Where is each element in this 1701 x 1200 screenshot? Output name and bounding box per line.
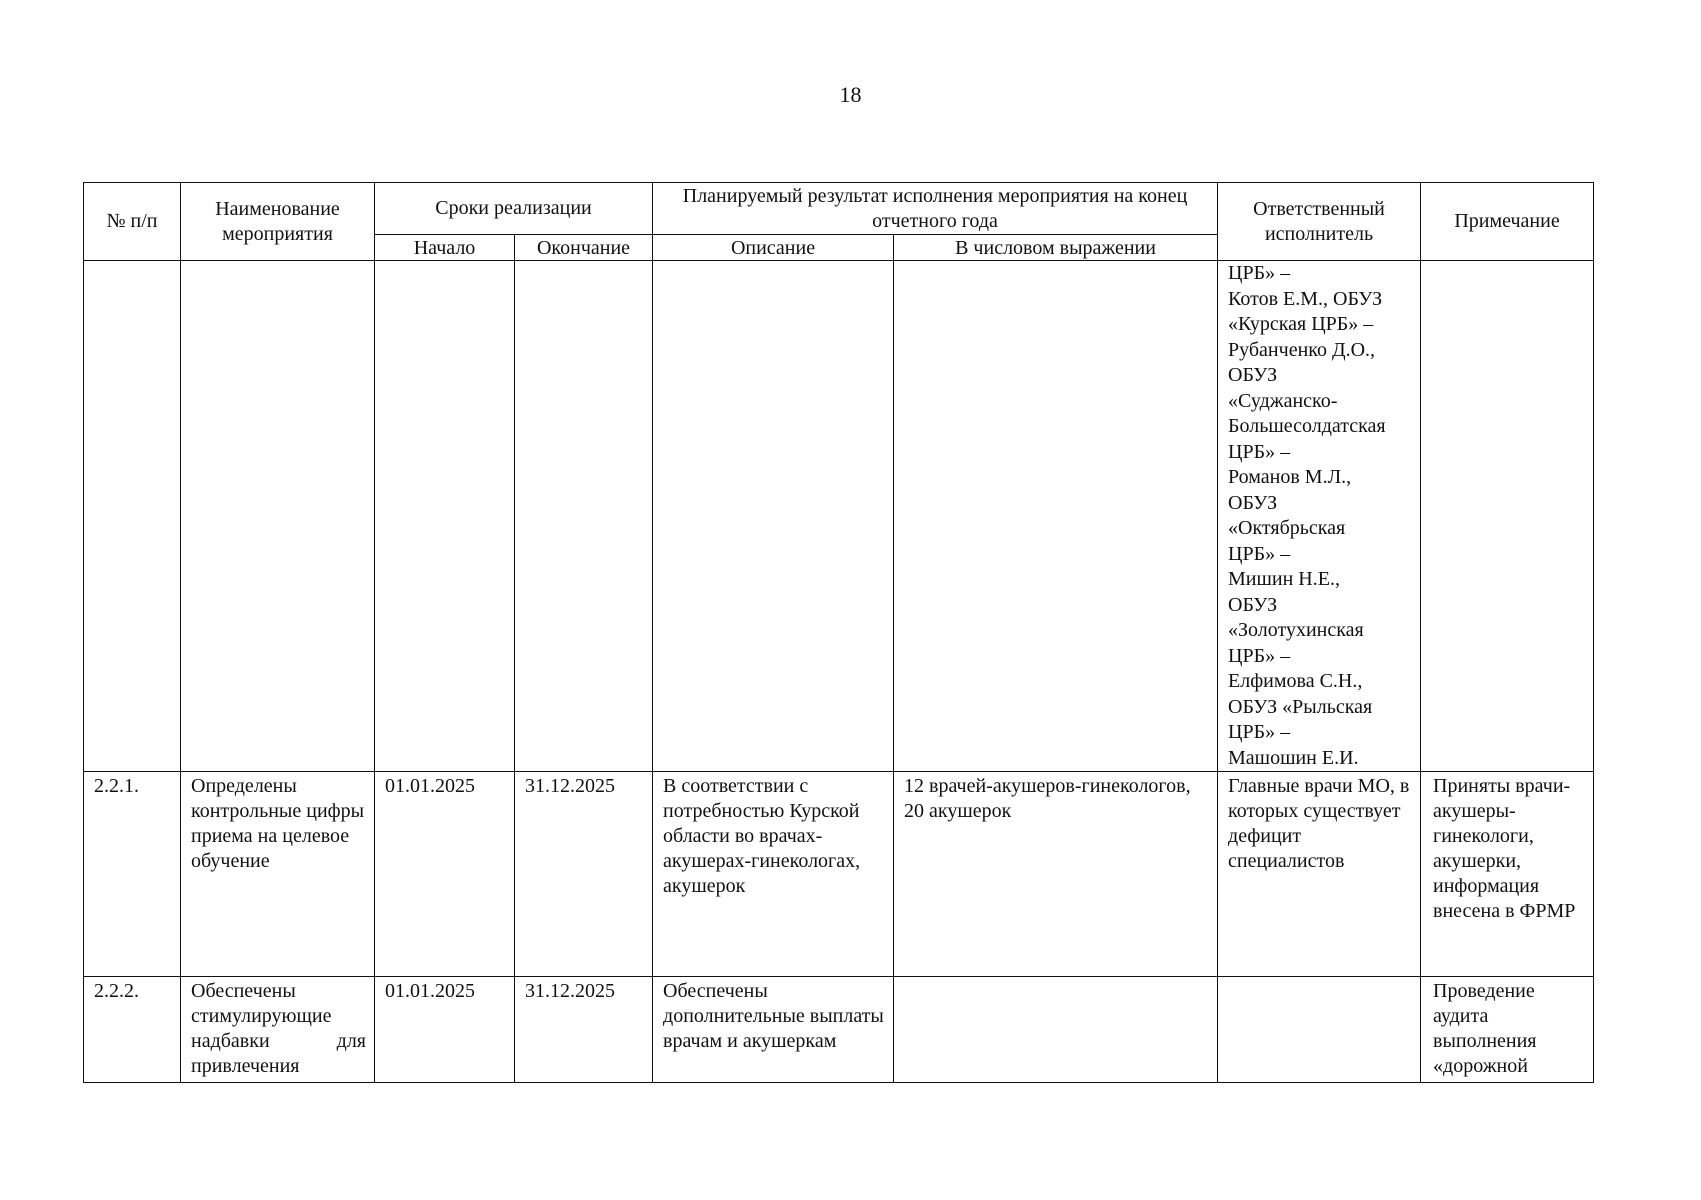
row-num: 2.2.1. — [84, 772, 181, 977]
executor-line: Котов Е.М., ОБУЗ — [1228, 287, 1383, 310]
header-description: Описание — [653, 235, 894, 261]
executor-line: «Курская ЦРБ» – — [1228, 313, 1374, 335]
executor-line: Рубанченко Д.О., — [1228, 338, 1376, 361]
executor-line: Елфимова С.Н., — [1228, 670, 1363, 692]
header-note: Примечание — [1421, 183, 1594, 261]
executor-line: ОБУЗ — [1228, 364, 1278, 386]
executor-line: «Суджанско- — [1228, 389, 1338, 412]
header-result: Планируемый результат исполнения мероприятия на конец отчетного года — [653, 183, 1218, 235]
row-end: 31.12.2025 — [515, 772, 653, 977]
executor-line: «Октябрьская — [1228, 517, 1346, 539]
executor-line: ОБУЗ — [1228, 593, 1278, 616]
page-number: 18 — [839, 82, 862, 107]
row-num: 2.2.2. — [84, 977, 181, 1083]
executor-line: ЦРБ» – — [1228, 262, 1291, 284]
cont-end-cell — [515, 261, 653, 772]
header-num: № п/п — [84, 183, 181, 261]
executor-line: Машошин Е.И. — [1228, 746, 1359, 769]
executor-line: ЦРБ» – — [1228, 644, 1291, 667]
header-numeric: В числовом выражении — [894, 235, 1218, 261]
row-start: 01.01.2025 — [375, 977, 515, 1083]
executor-line: Большесолдатская — [1228, 415, 1386, 437]
cont-name-cell — [181, 261, 375, 772]
executor-line: ОБУЗ «Рыльская — [1228, 695, 1373, 718]
row-executor: Главные врачи МО, в которых существует дефицит специалистов — [1218, 772, 1421, 977]
cont-num-cell — [84, 261, 181, 772]
row-description: Обеспечены дополнительные выплаты врачам и акушеркам — [653, 977, 894, 1083]
row-note: Приняты врачи-акушеры-гинекологи, акушерки, информация внесена в ФРМР — [1421, 772, 1594, 977]
header-end: Окончание — [515, 235, 653, 261]
executor-line: ЦРБ» – — [1228, 721, 1291, 743]
row-start: 01.01.2025 — [375, 772, 515, 977]
row-name: Определены контрольные цифры приема на целевое обучение — [181, 772, 375, 977]
executor-line: Романов М.Л., — [1228, 466, 1352, 488]
header-terms: Сроки реализации — [375, 183, 653, 235]
executor-line: ЦРБ» – — [1228, 440, 1291, 463]
header-executor: Ответственный исполнитель — [1218, 183, 1421, 261]
table-row-continuation — [84, 261, 1594, 772]
header-name: Наименование мероприятия — [181, 183, 375, 261]
cont-executor-cell — [1218, 261, 1421, 772]
row-description: В соответствии с потребностью Курской области во врачах-акушерах-гинекологах, акушерок — [653, 772, 894, 977]
table-row — [84, 977, 1594, 1083]
executor-line: «Золотухинская — [1228, 619, 1364, 641]
cont-note-cell — [1421, 261, 1594, 772]
executor-line: Мишин Н.Е., — [1228, 568, 1340, 590]
cont-description-cell — [653, 261, 894, 772]
row-numeric — [894, 977, 1218, 1083]
table-row — [84, 772, 1594, 977]
header-start: Начало — [375, 235, 515, 261]
cont-start-cell — [375, 261, 515, 772]
executor-line: ЦРБ» – — [1228, 542, 1291, 565]
executor-line: ОБУЗ — [1228, 491, 1278, 514]
row-note: Проведение аудита выполнения «дорожной — [1421, 977, 1594, 1083]
row-executor — [1218, 977, 1421, 1083]
row-name: Обеспечены стимулирующие надбавки для привлечения — [181, 977, 375, 1083]
row-end: 31.12.2025 — [515, 977, 653, 1083]
activities-table — [83, 182, 1594, 1083]
cont-numeric-cell — [894, 261, 1218, 772]
row-numeric: 12 врачей-акушеров-гинекологов, 20 акушерок — [894, 772, 1218, 977]
